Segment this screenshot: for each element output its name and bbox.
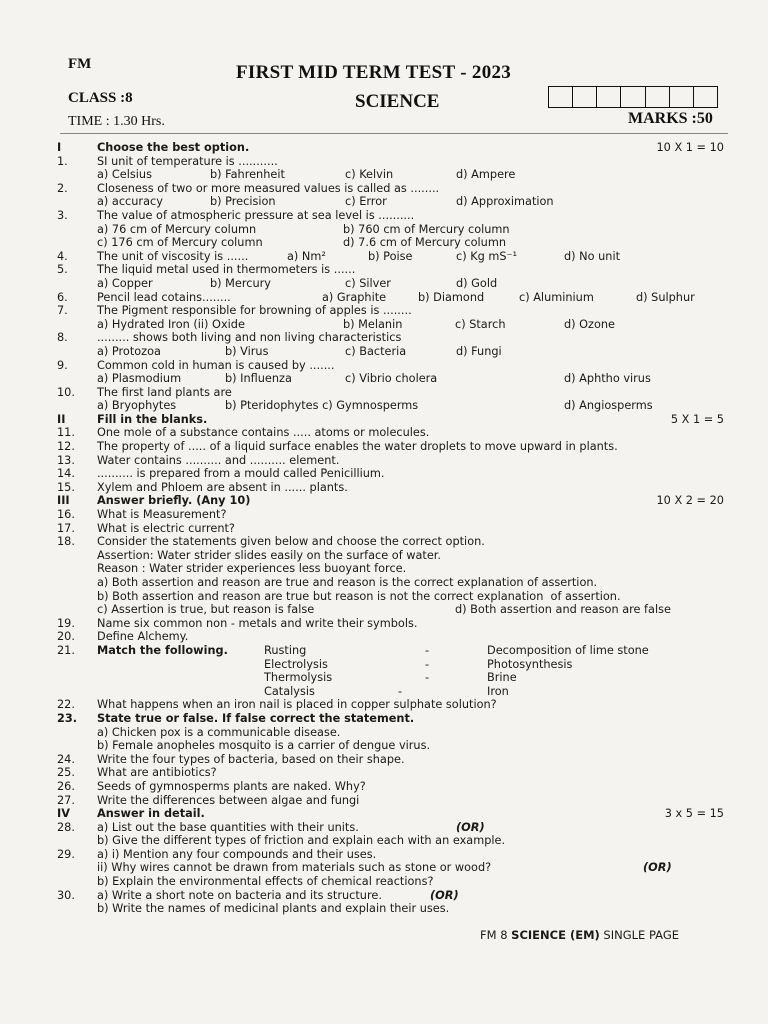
footer-prefix: FM 8 <box>480 928 512 942</box>
option-text: b) Pteridophytes c) Gymnosperms <box>225 399 419 413</box>
question-line <box>0 372 768 386</box>
option-text: d) 7.6 cm of Mercury column <box>343 236 506 250</box>
question-number: 23. <box>57 711 78 725</box>
section-marks: 10 X 2 = 20 <box>656 494 724 508</box>
question-number: 26. <box>57 779 75 793</box>
option-text: a) accuracy <box>97 195 163 209</box>
header-divider <box>60 133 728 134</box>
option-text: c) Error <box>345 195 387 209</box>
question-text: Define Alchemy. <box>97 630 189 644</box>
question-line <box>0 902 768 916</box>
question-number: 15. <box>57 480 75 494</box>
option-text: c) Assertion is true, but reason is false <box>97 603 315 617</box>
question-line <box>0 848 768 862</box>
question-number: 11. <box>57 426 75 440</box>
question-line <box>0 861 768 875</box>
question-line <box>0 413 768 427</box>
option-text: c) Kg mS⁻¹ <box>456 249 518 263</box>
question-number: 10. <box>57 385 75 399</box>
footer-suffix: SINGLE PAGE <box>599 928 679 942</box>
question-number: 1. <box>57 154 68 168</box>
question-line <box>0 318 768 332</box>
option-text: - <box>398 684 403 698</box>
question-number: 28. <box>57 820 75 834</box>
question-text: The value of atmospheric pressure at sea level is .......... <box>97 208 415 222</box>
question-line <box>0 155 768 169</box>
option-text: - <box>425 657 430 671</box>
option-text: The unit of viscosity is ...... <box>97 249 249 263</box>
question-text: Seeds of gymnosperms plants are naked. Why? <box>97 779 366 793</box>
question-number: 22. <box>57 698 75 712</box>
paper-code: FM <box>68 56 92 72</box>
question-text: a) Both assertion and reason are true and reason is the correct explanation of assertion. <box>97 576 598 589</box>
page-footer <box>480 928 679 942</box>
question-number: 25. <box>57 766 75 780</box>
option-text: (OR) <box>456 820 485 834</box>
question-number: 8. <box>57 331 68 345</box>
question-line <box>0 223 768 237</box>
question-line <box>0 617 768 631</box>
question-line <box>0 780 768 794</box>
option-text: d) Angiosperms <box>564 399 653 413</box>
option-text: a) Copper <box>97 276 153 290</box>
option-text: Photosynthesis <box>487 657 573 671</box>
option-text: b) Influenza <box>225 372 292 386</box>
option-text: Thermolysis <box>264 671 333 685</box>
question-number: 30. <box>57 888 75 902</box>
question-text: What is electric current? <box>97 521 235 535</box>
question-number: 13. <box>57 453 75 467</box>
register-number-boxes[interactable] <box>548 86 718 108</box>
option-text: c) Kelvin <box>345 168 394 182</box>
option-text: b) Melanin <box>343 317 403 331</box>
question-line <box>0 726 768 740</box>
question-line <box>0 603 768 617</box>
question-number: 3. <box>57 208 68 222</box>
option-text: b) Mercury <box>210 276 271 290</box>
option-text: Rusting <box>264 643 307 657</box>
question-line <box>0 426 768 440</box>
marks-label: MARKS :50 <box>628 110 713 127</box>
question-line <box>0 494 768 508</box>
option-text: a) Protozoa <box>97 344 161 358</box>
option-text: a) Hydrated Iron (ii) Oxide <box>97 317 245 331</box>
question-text: ......... shows both living and non living characteristics <box>97 331 402 345</box>
footer-subject: SCIENCE (EM) <box>511 928 600 942</box>
question-line <box>0 467 768 481</box>
question-text: The liquid metal used in thermometers is ...... <box>97 263 356 277</box>
question-line <box>0 685 768 699</box>
question-line <box>0 522 768 536</box>
option-text: Decomposition of lime stone <box>487 643 649 657</box>
option-text: ii) Why wires cannot be drawn from materials such as stone or wood? <box>97 861 492 875</box>
question-line <box>0 875 768 889</box>
option-text: c) 176 cm of Mercury column <box>97 236 263 250</box>
question-line <box>0 209 768 223</box>
question-text: a) i) Mention any four compounds and their uses. <box>97 847 377 861</box>
question-text: Xylem and Phloem are absent in ...... plants. <box>97 480 348 494</box>
option-text: Pencil lead cotains........ <box>97 290 231 304</box>
question-number: II <box>57 412 66 426</box>
question-text: b) Both assertion and reason are true but reason is not the correct explanation of assertion. <box>97 589 621 603</box>
question-line <box>0 182 768 196</box>
question-line <box>0 304 768 318</box>
option-text: d) Ampere <box>456 168 516 182</box>
option-text: b) 760 cm of Mercury column <box>343 222 510 236</box>
option-text: - <box>425 643 430 657</box>
question-line <box>0 739 768 753</box>
question-text: Write the four types of bacteria, based on their shape. <box>97 752 405 766</box>
question-line <box>0 658 768 672</box>
question-text: a) Chicken pox is a communicable disease. <box>97 725 341 739</box>
section-marks: 3 x 5 = 15 <box>664 807 724 821</box>
option-text: d) Fungi <box>456 344 502 358</box>
question-number: 19. <box>57 616 75 630</box>
option-text: Catalysis <box>264 684 315 698</box>
question-text: b) Write the names of medicinal plants and explain their uses. <box>97 902 450 916</box>
option-text: d) Both assertion and reason are false <box>455 603 671 617</box>
question-line <box>0 671 768 685</box>
question-number: III <box>57 494 70 508</box>
question-text: Common cold in human is caused by ....... <box>97 358 335 372</box>
option-text: a) Bryophytes <box>97 399 177 413</box>
option-text: c) Silver <box>345 276 391 290</box>
question-text: The first land plants are <box>97 385 232 399</box>
option-text: b) Diamond <box>418 290 485 304</box>
question-text: .......... is prepared from a mould called Penicillium. <box>97 467 385 481</box>
question-text: b) Female anopheles mosquito is a carrier of dengue virus. <box>97 739 431 753</box>
option-text: c) Aluminium <box>519 290 594 304</box>
section-marks: 5 X 1 = 5 <box>670 412 724 426</box>
option-text: c) Vibrio cholera <box>345 372 438 386</box>
question-text: What happens when an iron nail is placed in copper sulphate solution? <box>97 698 497 712</box>
question-text: The property of ..... of a liquid surface enables the water droplets to move upward in plants. <box>97 440 618 454</box>
question-text: Answer in detail. <box>97 807 205 821</box>
question-text: The Pigment responsible for browning of apples is ........ <box>97 304 412 318</box>
question-line <box>0 562 768 576</box>
option-text: Electrolysis <box>264 657 328 671</box>
option-text: a) 76 cm of Mercury column <box>97 222 257 236</box>
question-line <box>0 386 768 400</box>
subject-title: SCIENCE <box>355 91 440 112</box>
question-line <box>0 766 768 780</box>
question-text: Consider the statements given below and choose the correct option. <box>97 535 485 549</box>
question-line <box>0 644 768 658</box>
question-line <box>0 277 768 291</box>
option-text: d) Aphtho virus <box>564 372 651 386</box>
question-text: What is Measurement? <box>97 508 227 522</box>
option-text: - <box>425 671 430 685</box>
question-line <box>0 508 768 522</box>
question-line <box>0 535 768 549</box>
option-text: Iron <box>487 684 509 698</box>
question-number: 7. <box>57 304 68 318</box>
question-number: 14. <box>57 467 75 481</box>
option-text: c) Bacteria <box>345 344 407 358</box>
question-line <box>0 590 768 604</box>
option-text: a) List out the base quantities with their units. <box>97 820 359 834</box>
question-text: State true or false. If false correct the statement. <box>97 711 415 725</box>
question-line <box>0 291 768 305</box>
question-line <box>0 549 768 563</box>
option-text: Brine <box>487 671 517 685</box>
question-text: Name six common non - metals and write their symbols. <box>97 616 418 630</box>
option-text: (OR) <box>430 888 459 902</box>
question-line <box>0 399 768 413</box>
question-number: 4. <box>57 249 68 263</box>
question-line <box>0 359 768 373</box>
section-marks: 10 X 1 = 10 <box>656 141 724 154</box>
question-line <box>0 821 768 835</box>
question-line <box>0 236 768 250</box>
option-text: d) No unit <box>564 249 621 263</box>
option-text: b) Precision <box>210 195 276 209</box>
option-text: b) Fahrenheit <box>210 168 285 182</box>
question-number: 6. <box>57 290 68 304</box>
question-number: 21. <box>57 643 75 657</box>
option-text: b) Poise <box>368 249 413 263</box>
question-number: 24. <box>57 752 75 766</box>
option-text: d) Approximation <box>456 195 554 209</box>
question-line <box>0 331 768 345</box>
question-number: 17. <box>57 521 75 535</box>
question-text: Answer briefly. (Any 10) <box>97 494 251 508</box>
question-line <box>0 440 768 454</box>
question-line <box>0 250 768 264</box>
option-text: d) Gold <box>456 276 498 290</box>
question-list <box>0 141 768 916</box>
question-text: SI unit of temperature is ........... <box>97 154 278 168</box>
question-text: Write the differences between algae and fungi <box>97 793 360 807</box>
question-line <box>0 698 768 712</box>
question-number: 5. <box>57 263 68 277</box>
question-line <box>0 576 768 590</box>
question-line <box>0 345 768 359</box>
question-line <box>0 263 768 277</box>
question-text: Water contains .......... and .......... element. <box>97 453 340 467</box>
question-number: 20. <box>57 630 75 644</box>
question-number: 27. <box>57 793 75 807</box>
question-line <box>0 889 768 903</box>
question-line <box>0 195 768 209</box>
question-text: Reason : Water strider experiences less buoyant force. <box>97 562 407 576</box>
question-line <box>0 168 768 182</box>
question-number: 9. <box>57 358 68 372</box>
option-text: a) Graphite <box>322 290 387 304</box>
option-text: a) Plasmodium <box>97 372 182 386</box>
question-number: 18. <box>57 535 75 549</box>
option-text: b) Virus <box>225 344 269 358</box>
question-text: Closeness of two or more measured values is called as ........ <box>97 181 440 195</box>
option-text: Match the following. <box>97 643 228 657</box>
question-number: 2. <box>57 181 68 195</box>
question-text: b) Explain the environmental effects of chemical reactions? <box>97 875 434 889</box>
option-text: d) Sulphur <box>636 290 695 304</box>
question-line <box>0 834 768 848</box>
question-line <box>0 712 768 726</box>
question-number: I <box>57 141 62 154</box>
question-number: 16. <box>57 508 75 522</box>
question-text: Fill in the blanks. <box>97 412 208 426</box>
question-line <box>0 141 768 155</box>
exam-title: FIRST MID TERM TEST - 2023 <box>236 62 512 83</box>
question-number: 12. <box>57 440 75 454</box>
question-text: What are antibiotics? <box>97 766 217 780</box>
question-line <box>0 753 768 767</box>
option-text: c) Starch <box>455 317 506 331</box>
question-text: One mole of a substance contains ..... atoms or molecules. <box>97 426 430 440</box>
question-number: IV <box>57 807 70 821</box>
question-line <box>0 454 768 468</box>
question-text: b) Give the different types of friction and explain each with an example. <box>97 834 506 848</box>
class-label: CLASS :8 <box>68 90 133 106</box>
option-text: a) Celsius <box>97 168 152 182</box>
option-text: d) Ozone <box>564 317 616 331</box>
question-line <box>0 794 768 808</box>
question-line <box>0 807 768 821</box>
question-line <box>0 630 768 644</box>
option-text: a) Nm² <box>287 249 326 263</box>
question-line <box>0 481 768 495</box>
time-label: TIME : 1.30 Hrs. <box>68 114 165 129</box>
option-text: (OR) <box>643 861 672 875</box>
option-text: a) Write a short note on bacteria and its structure. <box>97 888 382 902</box>
question-text: Choose the best option. <box>97 141 250 154</box>
question-number: 29. <box>57 847 75 861</box>
question-text: Assertion: Water strider slides easily on the surface of water. <box>97 548 441 562</box>
